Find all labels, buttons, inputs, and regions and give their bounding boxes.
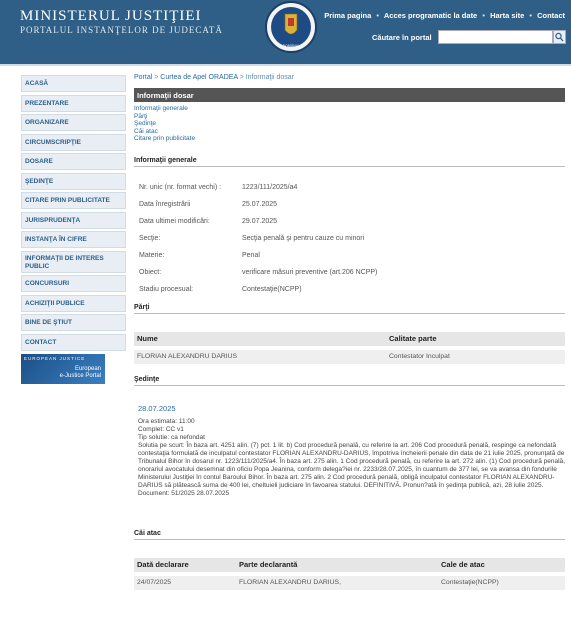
search-button[interactable] xyxy=(553,30,566,44)
section-heading-cai-atac: Căi atac xyxy=(134,530,565,540)
subnav-cai-atac[interactable]: Căi atac xyxy=(134,127,158,135)
info-row: Stadiu procesual: Contestaţie(NCPP) xyxy=(139,285,302,293)
general-info-list xyxy=(134,179,565,298)
table-row xyxy=(134,576,565,590)
column-header-data: Dată declarare xyxy=(137,560,189,569)
nav-separator: • xyxy=(376,11,380,20)
site-title[interactable]: MINISTERUL JUSTIŢIEI xyxy=(20,8,202,24)
breadcrumb-separator: > xyxy=(239,74,244,81)
ejustice-banner[interactable] xyxy=(21,354,105,384)
sidebar-item-citare[interactable]: CITARE PRIN PUBLICITATE xyxy=(21,192,126,209)
breadcrumb xyxy=(134,74,565,81)
section-nav xyxy=(134,105,565,143)
search-label: Căutare în portal xyxy=(372,33,432,42)
cell-cale: Contestaţie(NCPP) xyxy=(441,579,499,586)
document-line: Document: 51/2025 28.07.2025 xyxy=(138,489,230,497)
search-input[interactable] xyxy=(438,30,553,44)
sidebar-item-organizare[interactable]: ORGANIZARE xyxy=(21,114,126,131)
sidebar-item-prezentare[interactable]: PREZENTARE xyxy=(21,95,126,112)
cell-nume: FLORIAN ALEXANDRU DARIUS xyxy=(137,353,238,360)
breadcrumb-current: Informaţii dosar xyxy=(245,74,294,81)
sedinta-details: Ora estimata: 11:00 Complet: CC v1 Tip solutie: ca nefondat Solutia pe scurt: În baza art. 4251 alin. (7) pct. 1 lit. b) Cod procedură penală, cu referire la art. 206 Cod procedură penală, respinge ca nefondată contestaţia formulată de inculpatul contestator FLORIAN ALEXANDRU-DARIUS, împotriva încheierii penale din data de 21 iulie 2025, pronunţată de Tribunalul Bihor în dosarul nr. 1223/111/2025/a4. În baza art. 275 alin. 1 Cod procedură penală, cu referire la art. 272 alin. (1) Cod procedură penală, onorariul avocatului desemnat din oficiu Popa Jeanina, conform delega?iei nr. 2233/28.07.2025, în cuantum de 377 lei, se va avansa din fondurile Ministerului Justiţiei în contul Baroului Bihor. În baza art. 275 alin. 2 Cod procedură penală, obligă inculpatul contestator FLORIAN ALEXANDRU-DARIUS să plătească suma de 400 lei, cheltuieli judiciare în favoarea statului. DEFINITIVĂ. Pronun?ată în şedinţa publică, azi, 28 iulie 2025. Document: 51/2025 28.07.2025 xyxy=(138,417,565,497)
breadcrumb-court[interactable]: Curtea de Apel ORADEA xyxy=(160,74,238,81)
main-content xyxy=(134,74,565,590)
emblem-text: ROMÂNIA xyxy=(282,44,300,48)
ejustice-top-label: EUROPEAN JUSTICE xyxy=(24,355,86,361)
sedinta-date: 28.07.2025 xyxy=(138,403,176,413)
info-row: Nr. unic (nr. format vechi) : 1223/111/2025/a4 xyxy=(139,183,298,191)
sidebar-item-dosare[interactable]: DOSARE xyxy=(21,153,126,170)
ejustice-label: European e-Justice Portal xyxy=(59,365,101,379)
subnav-sedinte[interactable]: Şedinţe xyxy=(134,120,157,127)
table-row xyxy=(134,350,565,364)
sidebar-item-interes-public[interactable]: INFORMAŢII DE INTERES PUBLIC xyxy=(21,251,126,273)
coat-of-arms-icon xyxy=(263,0,319,54)
subnav-citare[interactable]: Citare prin publicitate xyxy=(134,135,196,142)
sidebar-item-bine-de-stiut[interactable]: BINE DE ŞTIUT xyxy=(21,314,126,331)
sidebar-item-circumscriptie[interactable]: CIRCUMSCRIPŢIE xyxy=(21,134,126,151)
section-heading-sedinte: Şedinţe xyxy=(134,376,565,386)
sidebar-item-concursuri[interactable]: CONCURSURI xyxy=(21,275,126,292)
parti-table-header xyxy=(134,332,565,346)
info-row: Materie: Penal xyxy=(139,251,260,259)
breadcrumb-portal[interactable]: Portal xyxy=(134,74,153,81)
top-nav xyxy=(324,11,565,20)
subnav-parti[interactable]: Părţi xyxy=(134,112,148,120)
sidebar-item-jurisprudenta[interactable]: JURISPRUDENŢA xyxy=(21,212,126,229)
sidebar-item-instanta-in-cifre[interactable]: INSTANŢA ÎN CIFRE xyxy=(21,231,126,248)
nav-separator: • xyxy=(529,11,532,20)
nav-api-access[interactable]: Acces programatic la date xyxy=(383,11,478,20)
info-row: Data înregistrării 25.07.2025 xyxy=(139,200,278,208)
cai-atac-table-header xyxy=(134,558,565,572)
info-row: Secţie: Secţia penală şi pentru cauze cu minori xyxy=(139,234,365,242)
column-header-calitate: Calitate parte xyxy=(389,334,437,343)
section-heading-general: Informaţii generale xyxy=(134,157,565,167)
column-header-parte: Parte declarantă xyxy=(239,560,298,569)
sidebar-menu xyxy=(21,75,126,384)
sidebar-item-sedinte[interactable]: ŞEDINŢE xyxy=(21,173,126,190)
nav-sitemap[interactable]: Harta site xyxy=(490,11,525,20)
page-title: Informaţii dosar xyxy=(134,88,565,102)
info-row: Data ultimei modificări: 29.07.2025 xyxy=(139,217,278,225)
header-underline xyxy=(0,64,571,66)
search-icon xyxy=(554,31,565,43)
cell-data: 24/07/2025 xyxy=(137,579,172,586)
site-header xyxy=(0,0,571,64)
site-subtitle: PORTALUL INSTANŢELOR DE JUDECATĂ xyxy=(20,25,223,35)
column-header-cale: Cale de atac xyxy=(441,560,485,569)
sidebar-item-achizitii[interactable]: ACHIZIŢII PUBLICE xyxy=(21,295,126,312)
cell-parte: FLORIAN ALEXANDRU DARIUS, xyxy=(239,579,341,586)
nav-contact[interactable]: Contact xyxy=(537,11,565,20)
subnav-info-generale[interactable]: Informaţii generale xyxy=(134,105,188,112)
breadcrumb-separator: > xyxy=(154,74,159,81)
sidebar-item-acasa[interactable]: ACASĂ xyxy=(21,75,126,92)
column-header-nume: Nume xyxy=(137,334,158,343)
nav-separator: • xyxy=(482,11,485,20)
solutie-text: Solutia pe scurt: În baza art. 4251 alin. (7) pct. 1 lit. b) Cod procedură penală, cu referire la art. 206 Cod procedură penală, respinge ca nefondată contestaţia formulată de inculpatul contestator FLORIAN ALEXANDRU-DARIUS, împotriva încheierii penale din data de 21 iulie 2025, pronunţată de Tribunalul Bihor în dosarul nr. 1223/111/2025/a4. În baza art. 275 alin. 1 Cod procedură penală, cu referire la art. 272 alin. (1) Cod procedură penală, onorariul avocatului desemnat din oficiu Popa Jeanina, conform delega?iei nr. 2233/28.07.2025, în cuantum de 377 lei, se va avansa din fondurile Ministerului Justiţiei în contul Baroului Bihor. În baza art. 275 alin. 2 Cod procedură penală, obligă inculpatul contestator FLORIAN ALEXANDRU-DARIUS să plătească suma de 400 lei, cheltuieli judiciare în favoarea statului. DEFINITIVĂ. Pronun?ată în şedinţa publică, azi, 28 iulie 2025. xyxy=(138,441,565,489)
info-row: Obiect: verificare măsuri preventive (art.206 NCPP) xyxy=(139,268,378,276)
sidebar-item-contact[interactable]: CONTACT xyxy=(21,334,126,351)
cell-calitate: Contestator Inculpat xyxy=(389,353,450,360)
section-heading-parti: Părţi xyxy=(134,304,565,314)
nav-home[interactable]: Prima pagina xyxy=(324,11,372,20)
